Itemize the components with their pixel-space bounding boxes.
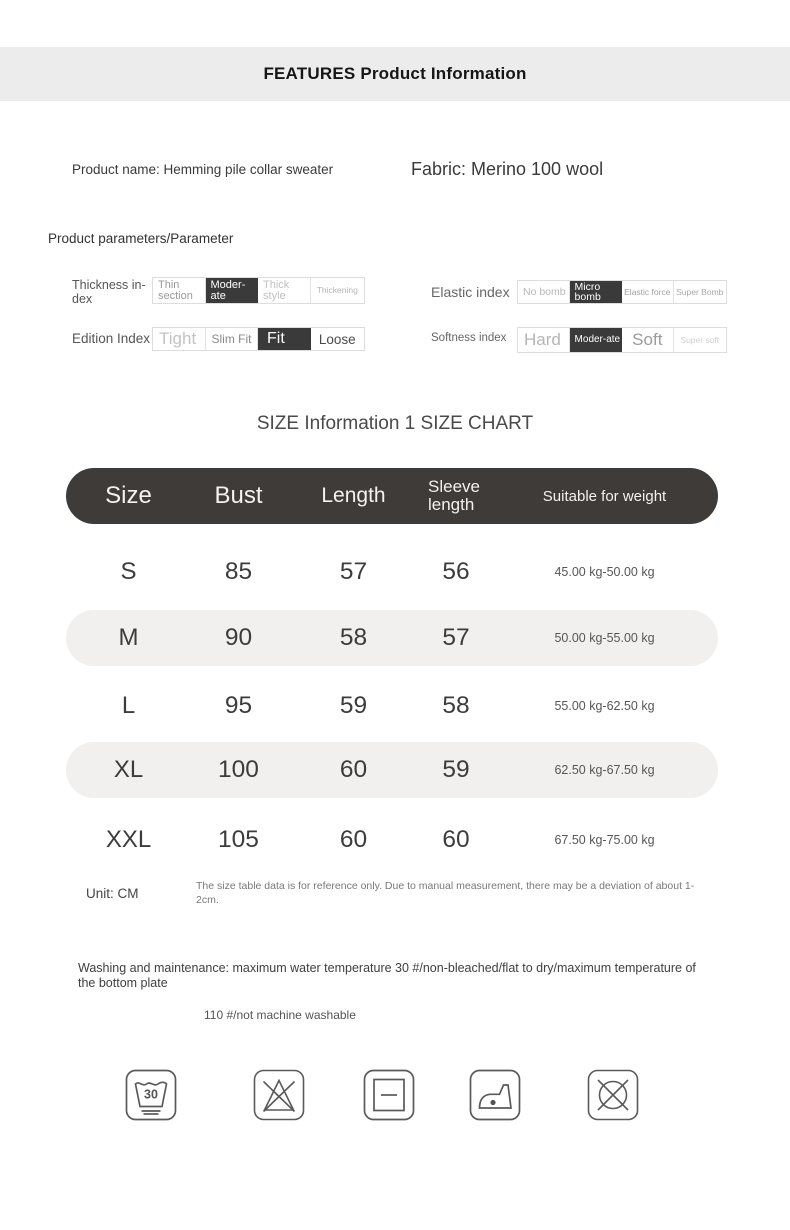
washing-instructions-text: Washing and maintenance: maximum water temperature 30 #/non-bleached/flat to dry/maximum temperature of the bottom plate xyxy=(78,961,696,990)
cell-weight: 55.00 kg-62.50 kg xyxy=(554,699,655,713)
cell-length: 59 xyxy=(339,692,368,719)
flat-dry-icon xyxy=(362,1068,416,1122)
cell-bust: 95 xyxy=(224,692,253,719)
edition-index-scale xyxy=(152,327,365,351)
table-row-xxl xyxy=(66,812,718,868)
softness-index-label: Softness index xyxy=(431,332,507,344)
softness-option-super-soft: Super soft xyxy=(680,335,720,345)
cell-bust: 85 xyxy=(224,558,253,585)
column-header-length: Length xyxy=(321,484,386,507)
softness-option-hard: Hard xyxy=(518,328,570,352)
cell-sleeve: 58 xyxy=(442,692,470,719)
cell-length: 57 xyxy=(339,558,368,585)
cell-bust: 105 xyxy=(218,826,259,853)
cell-sleeve: 56 xyxy=(442,558,470,585)
iron-low-temp-icon xyxy=(468,1068,522,1122)
table-row-l xyxy=(66,678,718,734)
parameters-heading: Product parameters/Parameter xyxy=(48,231,234,246)
softness-option-soft: Soft xyxy=(622,328,673,352)
do-not-bleach-icon xyxy=(252,1068,306,1122)
table-row-m xyxy=(66,610,718,666)
do-not-tumble-dry-icon xyxy=(586,1068,640,1122)
washing-instructions-subtext: 110 #/not machine washable xyxy=(204,1008,356,1022)
column-header-suitable-weight: Suitable for weight xyxy=(542,487,667,505)
cell-size: XXL xyxy=(105,826,152,853)
edition-index-label: Edition Index xyxy=(72,331,151,346)
table-row-s xyxy=(66,544,718,600)
thickness-option-thick-style: Thick style xyxy=(258,278,311,303)
cell-size: S xyxy=(120,558,137,585)
product-name-text: Product name: Hemming pile collar sweater xyxy=(72,162,334,177)
column-header-bust: Bust xyxy=(214,482,263,509)
thickness-option-thickening: Thickening xyxy=(316,285,358,296)
cell-weight: 50.00 kg-55.00 kg xyxy=(554,631,655,645)
edition-option-tight: Tight xyxy=(153,328,206,350)
size-table-header xyxy=(66,468,718,524)
fabric-text: Fabric: Merino 100 wool xyxy=(411,159,604,179)
column-header-sleeve-length: Sleeve length xyxy=(428,476,480,514)
cell-sleeve: 60 xyxy=(442,826,470,853)
cell-sleeve: 57 xyxy=(442,624,470,651)
unit-label: Unit: CM xyxy=(86,886,139,901)
softness-index-scale xyxy=(517,327,727,353)
cell-bust: 100 xyxy=(218,756,259,783)
cell-weight: 45.00 kg-50.00 kg xyxy=(554,565,655,579)
cell-size: XL xyxy=(113,756,144,783)
page-title: FEATURES Product Information xyxy=(263,64,527,83)
measurement-disclaimer: The size table data is for reference only. Due to manual measurement, there may be a deviation of about 1-2cm. xyxy=(196,880,695,906)
cell-length: 60 xyxy=(339,756,368,783)
cell-size: M xyxy=(118,624,139,651)
elastic-option-super-bomb: Super Bomb xyxy=(676,286,724,297)
cell-length: 58 xyxy=(339,624,368,651)
thickness-index-scale xyxy=(152,277,365,304)
wash-temp-value: 30 xyxy=(144,1087,158,1102)
column-header-size: Size xyxy=(105,482,152,509)
elastic-option-elastic-force: Elastic force xyxy=(622,281,673,303)
thickness-index-label: Thickness in-dex xyxy=(72,278,146,306)
cell-length: 60 xyxy=(339,826,368,853)
edition-option-fit-selected: Fit xyxy=(258,328,311,350)
elastic-option-no-bomb: No bomb xyxy=(518,281,570,303)
edition-option-slim-fit: Slim Fit xyxy=(206,328,259,350)
table-row-xl xyxy=(66,742,718,798)
wash-30-icon xyxy=(124,1068,178,1122)
cell-weight: 67.50 kg-75.00 kg xyxy=(554,833,655,847)
cell-sleeve: 59 xyxy=(442,756,470,783)
elastic-index-label: Elastic index xyxy=(431,284,510,300)
cell-size: L xyxy=(121,692,136,719)
elastic-option-micro-bomb-selected: Micro bomb xyxy=(570,281,623,303)
edition-option-loose: Loose xyxy=(318,331,356,347)
section-header-band xyxy=(0,47,790,101)
thickness-option-thin-section: Thin section xyxy=(153,278,206,303)
cell-bust: 90 xyxy=(224,624,253,651)
softness-option-moderate-selected: Moder-ate xyxy=(570,328,623,352)
elastic-index-scale xyxy=(517,280,727,304)
size-chart-heading: SIZE Information 1 SIZE CHART xyxy=(256,413,534,434)
cell-weight: 62.50 kg-67.50 kg xyxy=(554,763,655,777)
thickness-option-moderate-selected: Moder-ate xyxy=(206,278,259,303)
